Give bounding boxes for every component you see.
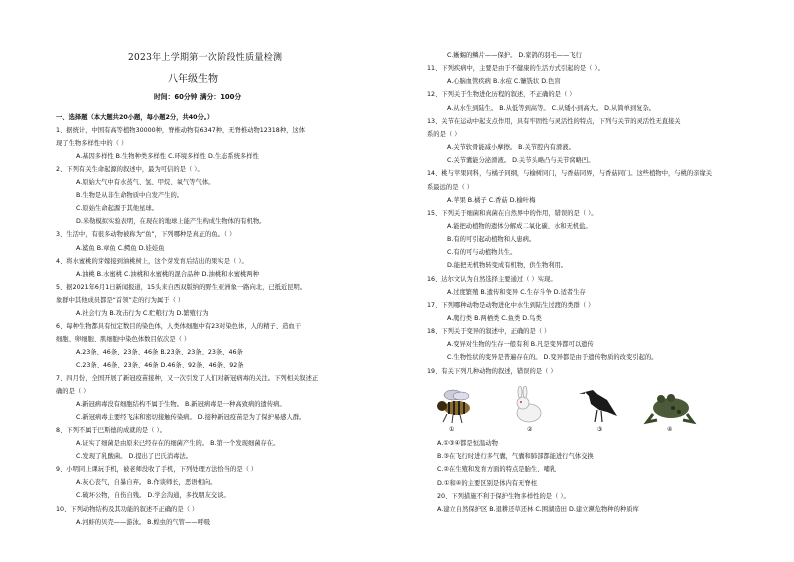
text-line: 现了生物多样性中的（ ） — [56, 140, 128, 148]
text-line: B.有的可引起动植物和人患病。 — [447, 236, 536, 244]
text-line: 10、下列动物结构及其功能的叙述不正确的是（ ） — [56, 505, 199, 513]
text-line: 确的是（ ） — [56, 388, 90, 396]
time-score: 时间：60分钟 满分：100分 — [154, 93, 242, 101]
text-line: 12、下列关于生物进化历程的叙述，不正确的是（ ） — [427, 91, 576, 99]
rabbit-figure — [509, 386, 549, 433]
rabbit-icon — [509, 386, 549, 426]
frog-figure — [643, 386, 697, 433]
text-line: C.有的可与动植物共生。 — [447, 249, 517, 257]
text-line: 4、将水蜜桃的芽嫁接到油桃树上，这个芽发育后结出的果实是（ ）。 — [56, 257, 248, 265]
text-line: A.鲨鱼 B.章鱼 C.鳄鱼 D.娃娃鱼 — [76, 244, 165, 252]
text-line: A.能把动植物的遗体分解成二氧化碳、水和无机盐。 — [447, 222, 592, 230]
text-line: A.社会行为 B.攻击行为 C.贮粮行为 D.繁殖行为 — [76, 309, 209, 317]
text-line: A.23条、46条、23条、46条 B.23条、23条、23条、46条 — [76, 348, 243, 356]
text-line: A.建立自然保护区 B.退耕还草还林 C.围湖造田 D.建立濒危物种的种质库 — [437, 506, 639, 513]
text-line: A.苹果 B.橘子 C.香菇 D.榆叶梅 — [447, 196, 536, 204]
text-line: A.心脑血管疾病 B.水痘 C.镰铣状 D.色盲 — [447, 78, 561, 86]
text-line: 7、四月份，全国开展了新冠疫苗接种，又一次引发了人们对新冠病毒的关注。下列相关叙述正 — [56, 375, 319, 382]
frog-icon — [643, 386, 697, 426]
animal-label: ③ — [597, 426, 603, 433]
text-line: 象群中其他成员都是“首领”走的行为属于（ ） — [56, 296, 185, 304]
grade-title: 八年级生物 — [168, 74, 218, 85]
text-line: C.原始生命起源于其他星球。 — [76, 205, 158, 213]
text-line: 18、下列关于变异的叙述中，正确的是（ ） — [427, 328, 551, 336]
text-line: 16、达尔文认为自然选择主要通过（ ）实现。 — [427, 275, 557, 283]
exam-title: 2023年上学期第一次阶段性质量检测 — [128, 53, 283, 63]
text-line: 5、据2021年6月1日新闻报道，15头来自西双版纳的野生亚洲象一路向北，已抵近昆明。 — [56, 283, 307, 291]
text-line: C.②在生殖和发育方面的特点是胎生、哺乳 — [437, 466, 557, 474]
text-line: A.原始大气中有水蒸气、氢、甲烷、氧气等气体。 — [76, 179, 215, 187]
text-line: D.米勒模拟实验表明，在现在的地球上能产生构成生物体的有机物。 — [76, 218, 266, 226]
animal-label: ① — [449, 426, 455, 433]
text-line: C.发现了乳酸菌。 D.提出了巴氏消毒法。 — [76, 453, 193, 461]
bee-figure — [427, 386, 479, 433]
text-line: A.从水生到陆生。 B.从低等到高等。 C.从矮小到高大。 D.从简单到复杂。 — [447, 104, 656, 112]
text-line: 15、下列关于细菌和真菌在自然界中的作用，错误的是（ ）。 — [427, 209, 598, 217]
text-line: 17、下列哪种动物是动物进化中水生到陆生过渡的类群（ ） — [427, 301, 595, 309]
text-line: A.灰心丧气，自暴自弃。 B.作谈师长，恶语相向。 — [76, 479, 217, 487]
text-line: D.能把无机物转变成有机物，供生物利用。 — [447, 262, 568, 270]
text-line: A.过度繁殖 B.遗传和变异 C.生存斗争 D.适者生存 — [447, 288, 586, 296]
text-line: 14、桃与苹果同科，与橘子同纲，与榆树同门，与香菇同界，与香菇同门。这些植物中，与桃的亲缘关 — [427, 170, 713, 178]
text-line: B.③在飞行时进行多气囊，气囊和肺部都能进行气体交换 — [437, 453, 594, 461]
text-line: C.关节囊能分泌滑液。 D.关节头略凸与关节窝略凹。 — [447, 157, 595, 165]
text-line: C.蜥蜴的鳞片——保护。 D.家鸽的羽毛——飞行 — [447, 52, 582, 59]
text-line: A.河蚌的贝壳——游泳。 B.蝗虫的气管——呼吸 — [76, 518, 211, 526]
text-line: C.23条、46条、23条、46条 D.46条、92条、46条、92条 — [76, 361, 244, 369]
text-line: B.生物是从非生命物质中自发产生的。 — [76, 192, 184, 200]
text-line: A.爬行类 B.两栖类 C.鱼类 D.鸟类 — [447, 315, 542, 322]
text-line: 9、小明同上课玩手机，被老师没收了手机，下列处理方法恰当的是（ ） — [56, 466, 258, 474]
text-line: 1、据统计，中国有高等植物30000种，脊椎动物有6347种，无脊椎动物12318种，这体 — [56, 127, 306, 135]
text-line: C.破坏公物，自伤自残。 D.学会沟通，多找朋友交谈。 — [76, 492, 230, 500]
animal-label: ④ — [667, 426, 673, 433]
crow-figure — [577, 382, 621, 433]
text-line: 细胞、卵细胞、肌细胞中染色体数目依次是（ ） — [56, 335, 191, 343]
text-line: 一、选择题（本大题共20小题，每小题2分，共40分。） — [56, 114, 214, 121]
text-line: 13、关节在运动中起支点作用，具有牢固性与灵活性的特点，下列与关节的灵活性无直接关 — [427, 117, 681, 125]
text-line: A.新冠病毒没有细胞结构不属于生物。 B.新冠病毒是一种高致病的遗传病。 — [76, 401, 286, 409]
text-line: A.基因多样性 B.生物种类多样性 C.环境多样性 D.生态系统多样性 — [76, 153, 259, 161]
text-line: 系的是（ ） — [427, 130, 461, 138]
text-line: 系最远的是（ ） — [427, 183, 474, 191]
text-line: A.关节软骨能减小摩擦。 B.关节腔内有滑液。 — [447, 144, 575, 152]
crow-icon — [577, 382, 621, 426]
text-line: A.油桃 B.水蜜桃 C.油桃和水蜜桃的混合品种 D.油桃和水蜜桃两种 — [76, 270, 259, 278]
text-line: 19、有关下列几种动物的叙述，错误的是（ ） — [427, 367, 557, 375]
text-line: C.生物性状的变异是普遍存在的。 D.变异都是由于遗传物质的改变引起的。 — [447, 354, 658, 362]
bee-icon — [427, 386, 479, 426]
text-line: C.新冠病毒主要经飞沫和密切接触传染病。 D.接种新冠疫苗是为了保护易感人群。 — [76, 414, 306, 422]
text-line: A.变异对生物的生存一般有利 B.凡是变异都可以遗传 — [447, 341, 594, 349]
animal-label: ② — [527, 426, 533, 433]
text-line: 8、下列不属于巴斯德的成就的是（ ）。 — [56, 427, 166, 435]
text-line: 3、生活中，有很多动物被称为“鱼”，下列哪种是真正的鱼。（ ） — [56, 231, 236, 239]
text-line: 2、下列有关生命起源的叙述中，最为可信的是（ ）。 — [56, 166, 204, 174]
text-line: 6、每种生物都具有恒定数目的染色体，人类体细胞中有23对染色体，人的精子、造血干 — [56, 322, 302, 330]
text-line: 11、下列疾病中，主要是由于不健康的生活方式引起的是（ ）。 — [427, 65, 604, 73]
text-line: A.证实了细菌是由原来已经存在的细菌产生的。 B.第一个发现细菌存在。 — [76, 440, 280, 448]
text-line: D.①和④的主要区别是体内有无脊柱 — [437, 479, 537, 487]
text-line: 20、下列措施不利于保护生物多样性的是（ ）。 — [437, 492, 570, 500]
text-line: A.①③④都是恒温动物 — [437, 440, 498, 447]
